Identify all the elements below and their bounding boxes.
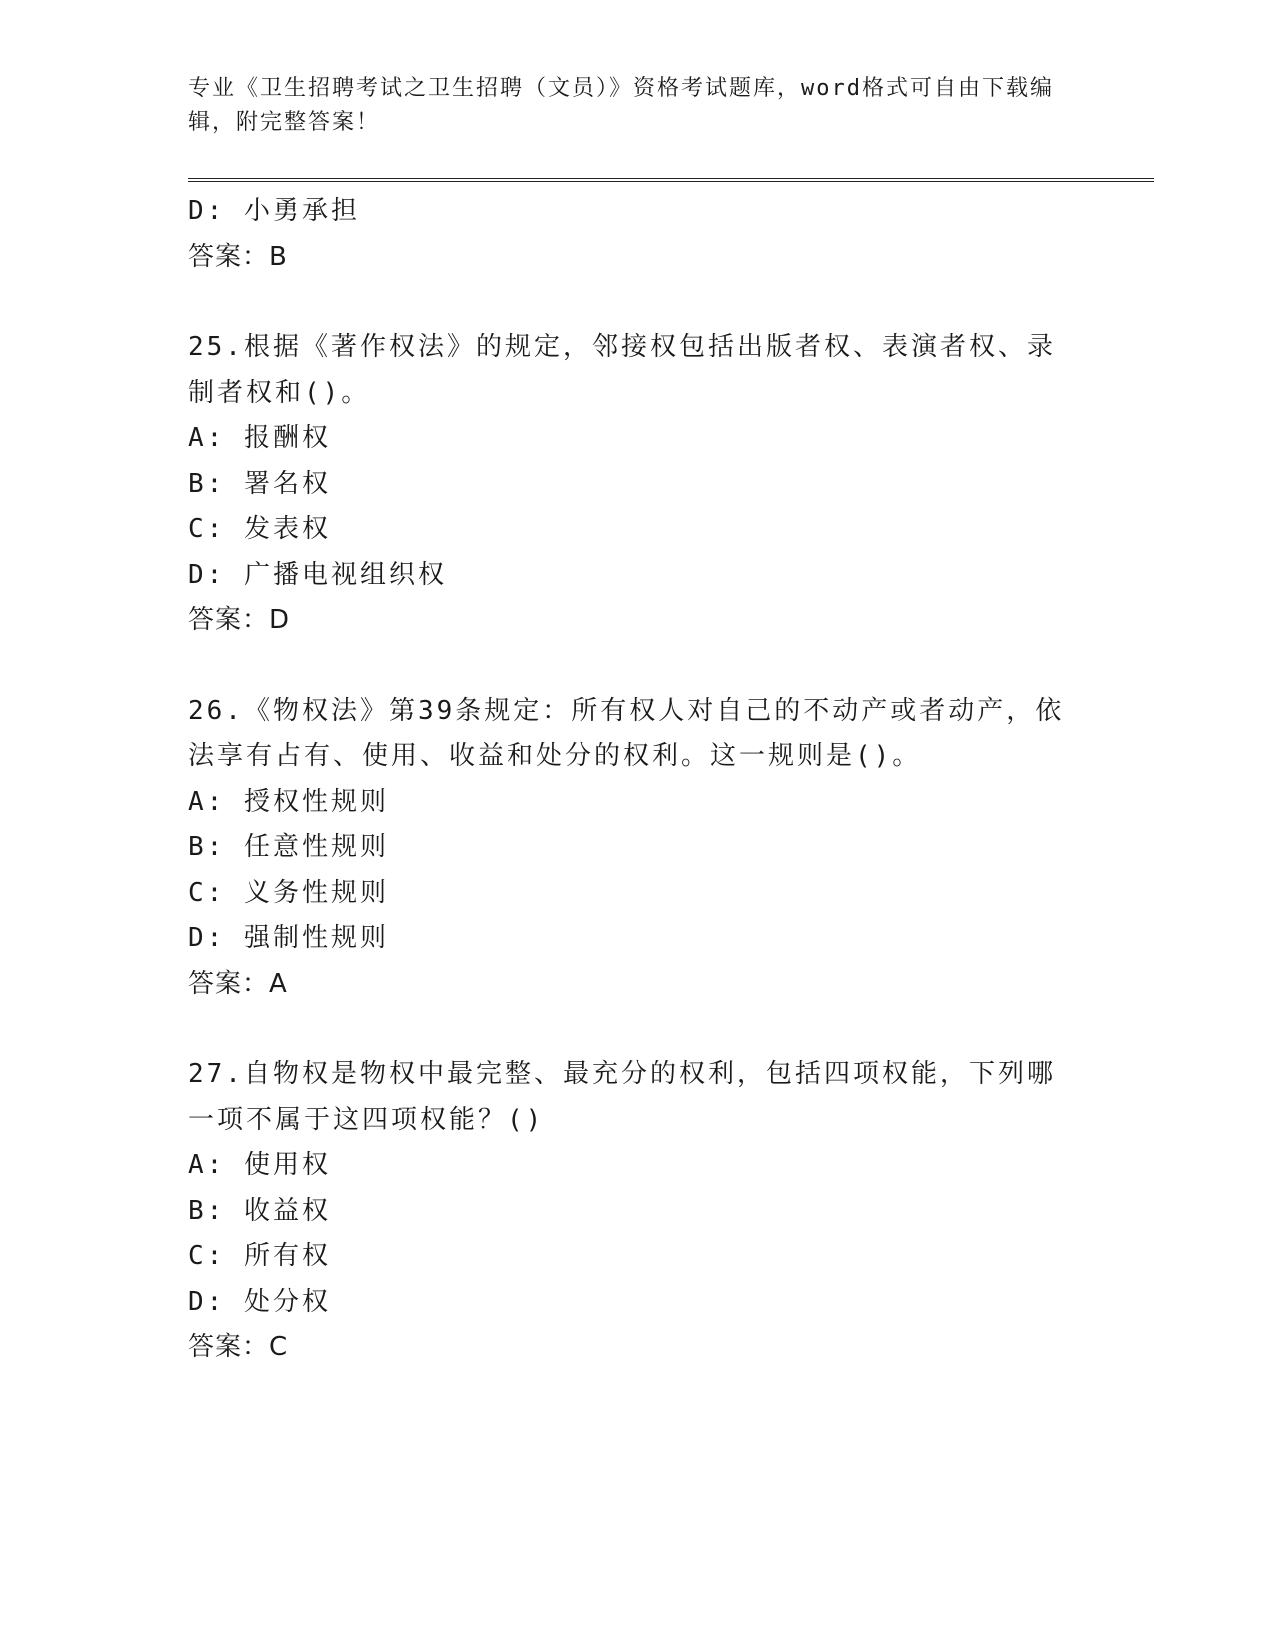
answer-line: 答案：A bbox=[188, 968, 288, 999]
option-b: B: 署名权 bbox=[188, 468, 331, 499]
option-c: C: 义务性规则 bbox=[188, 877, 389, 908]
option-c: C: 所有权 bbox=[188, 1241, 331, 1271]
option-d: D: 广播电视组织权 bbox=[188, 559, 447, 590]
question-27 bbox=[188, 1052, 1088, 1371]
option-a: A: 使用权 bbox=[188, 1150, 331, 1180]
option-a: A: 报酬权 bbox=[188, 423, 331, 453]
prev-option-d: D: 小勇承担 bbox=[188, 196, 360, 226]
question-text: 25.根据《著作权法》的规定，邻接权包括出版者权、表演者权、录制者权和()。 bbox=[188, 332, 1056, 408]
question-text: 27.自物权是物权中最完整、最充分的权利，包括四项权能，下列哪一项不属于这四项权能？() bbox=[188, 1059, 1056, 1135]
option-d: D: 强制性规则 bbox=[188, 923, 389, 953]
question-text: 26.《物权法》第39条规定：所有权人对自己的不动产或者动产，依法享有占有、使用、收益和处分的权利。这一规则是()。 bbox=[188, 695, 1065, 771]
question-25 bbox=[188, 325, 1088, 644]
option-b: B: 任意性规则 bbox=[188, 832, 389, 862]
page-header: 专业《卫生招聘考试之卫生招聘（文员）》资格考试题库，word格式可自由下载编辑，附完整答案！ bbox=[188, 76, 1054, 135]
question-26 bbox=[188, 689, 1088, 1008]
option-d: D: 处分权 bbox=[188, 1286, 331, 1317]
question-content bbox=[188, 189, 1088, 1371]
option-b: B: 收益权 bbox=[188, 1195, 331, 1226]
header-divider bbox=[188, 178, 1154, 182]
option-c: C: 发表权 bbox=[188, 514, 331, 544]
option-a: A: 授权性规则 bbox=[188, 786, 389, 817]
answer-line: 答案：C bbox=[188, 1332, 289, 1362]
answer-line: 答案：D bbox=[188, 605, 291, 635]
prev-answer: 答案：B bbox=[188, 241, 288, 272]
